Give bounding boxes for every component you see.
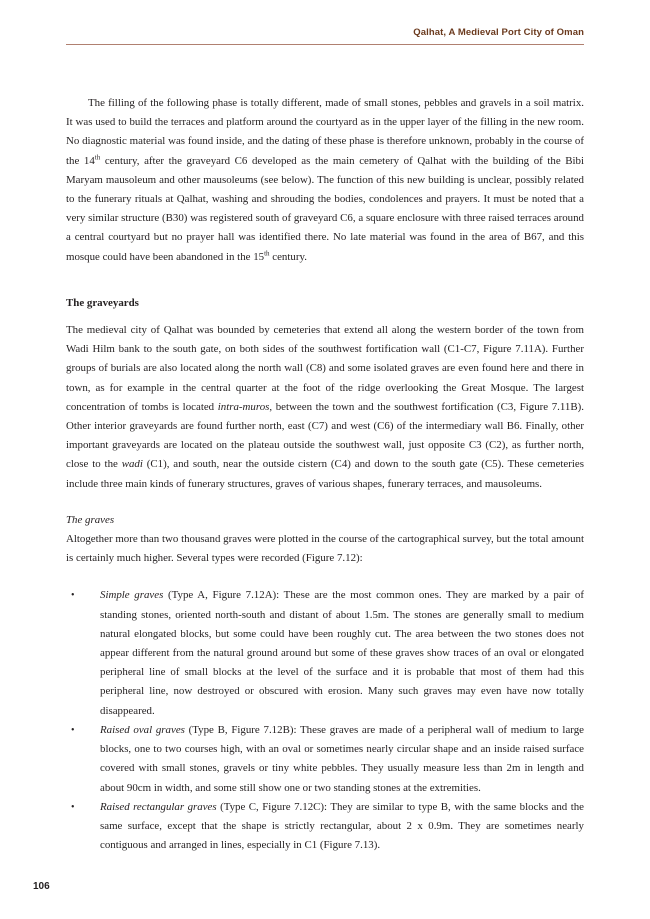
section-heading-graveyards: The graveyards xyxy=(66,296,139,309)
running-header: Qalhat, A Medieval Port City of Oman xyxy=(413,27,584,38)
grave-type-term: Simple graves xyxy=(100,589,164,602)
list-item xyxy=(66,586,584,720)
bullet-icon: • xyxy=(71,801,75,813)
superscript: th xyxy=(94,152,101,161)
list-item xyxy=(66,721,584,798)
body-text xyxy=(66,94,584,855)
text-run: The medieval city of Qalhat was bounded by cemeteries that extend all along the western border of the town from Wadi Hilm bank to the south gate, on both sides of the southwest fortification wall (C1-C7, Figure 7.11A). Further groups of burials are also located along the north wall (C8) and some isolated graves are even found here and there in town, as for example in the central quarter at the foot of the ridge overlooking the Great Mosque. The largest concentration of tombs is located xyxy=(66,324,584,413)
paragraph-filling-phase xyxy=(66,94,584,267)
italic-term: wadi xyxy=(121,458,143,471)
italic-term: intra-muros xyxy=(217,400,270,413)
text-run: The filling of the following phase is totally different, made of small stones, pebbles and gravels in a soil matrix. It was used to build the terraces and platform around the courtyard as in the upper layer of the filling in the new room. No diagnostic material was found inside, and the dating of these phase is therefore unknown, probably in the course of the 14 xyxy=(66,97,584,167)
paragraph-graves-intro: Altogether more than two thousand graves were plotted in the course of the cartographical survey, but the total amount is certainly much higher. Several types were recorded (Figure 7.12): xyxy=(66,533,584,565)
grave-type-description: (Type B, Figure 7.12B): These graves are made of a peripheral wall of medium to large blocks, one to two courses high, with an oval or sometimes nearly circular shape and an inside raised surface covered with small stones, gravels or tiny white pebbles. They usually measure less than 2m in length and about 90cm in width, and some still show one or two standing stones at the extremities. xyxy=(100,723,584,794)
paragraph-graveyards xyxy=(66,321,584,494)
list-item xyxy=(66,798,584,856)
bullet-icon: • xyxy=(71,590,75,602)
superscript: th xyxy=(264,249,270,257)
grave-type-term: Raised oval graves xyxy=(100,723,185,736)
bullet-icon: • xyxy=(71,724,75,736)
text-run: , between the town and the southwest fortification (C3, Figure 7.11B). Other interior graveyards are found further north, east (C7) and west (C6) of the intermediary wall B6. Finally, other important graveyards are located on the plateau outside the southwest wall, just opposite C3 (C2), as further north, close to the xyxy=(66,400,584,471)
grave-type-description: (Type A, Figure 7.12A): These are the most common ones. They are marked by a pair of standing stones, oriented north-south and distant of about 1.5m. The stones are generally small to medium natural elongated blocks, but some could have been roughly cut. The area between the two stones does not appear different from the natural ground around but some of these graves show traces of an oval or elongated peripheral line of small blocks at the level of the surface and it is probable that most of them had this peripheral line, now destroyed or obscured with erosion. Many such graves may even have now totally disappeared. xyxy=(100,589,585,717)
grave-types-list xyxy=(66,586,584,855)
text-run: century, after the graveyard C6 developed as the main cemetery of Qalhat with the building of the Bibi Maryam mausoleum and other mausoleums (see below). The function of this new building is unclear, possibly related to the funerary rituals at Qalhat, washing and shrouding the bodies, condolences and prayers. It must be noted that a very similar structure (B30) was registered south of graveyard C6, a square enclosure with three raised terraces around a central courtyard but no prayer hall was identified there. No late material was found in the area of B67, and this mosque could have been abandoned in the 15 xyxy=(66,154,585,263)
grave-type-description: (Type C, Figure 7.12C): They are similar to type B, with the same blocks and the same surface, except that the shape is strictly rectangular, about 2 x 0.9m. They are sometimes nearly contiguous and arranged in lines, especially in C1 (Figure 7.13). xyxy=(100,800,584,852)
text-run: (C1), and south, near the outside cistern (C4) and down to the south gate (C5). These cemeteries include three main kinds of funerary structures, graves of various shapes, funerary terraces, and mausoleums. xyxy=(66,458,584,490)
text-run: century. xyxy=(269,250,307,263)
page-number: 106 xyxy=(33,881,50,892)
subsection-heading-graves: The graves xyxy=(66,513,115,526)
grave-type-term: Raised rectangular graves xyxy=(100,800,217,813)
header-rule xyxy=(66,44,584,45)
